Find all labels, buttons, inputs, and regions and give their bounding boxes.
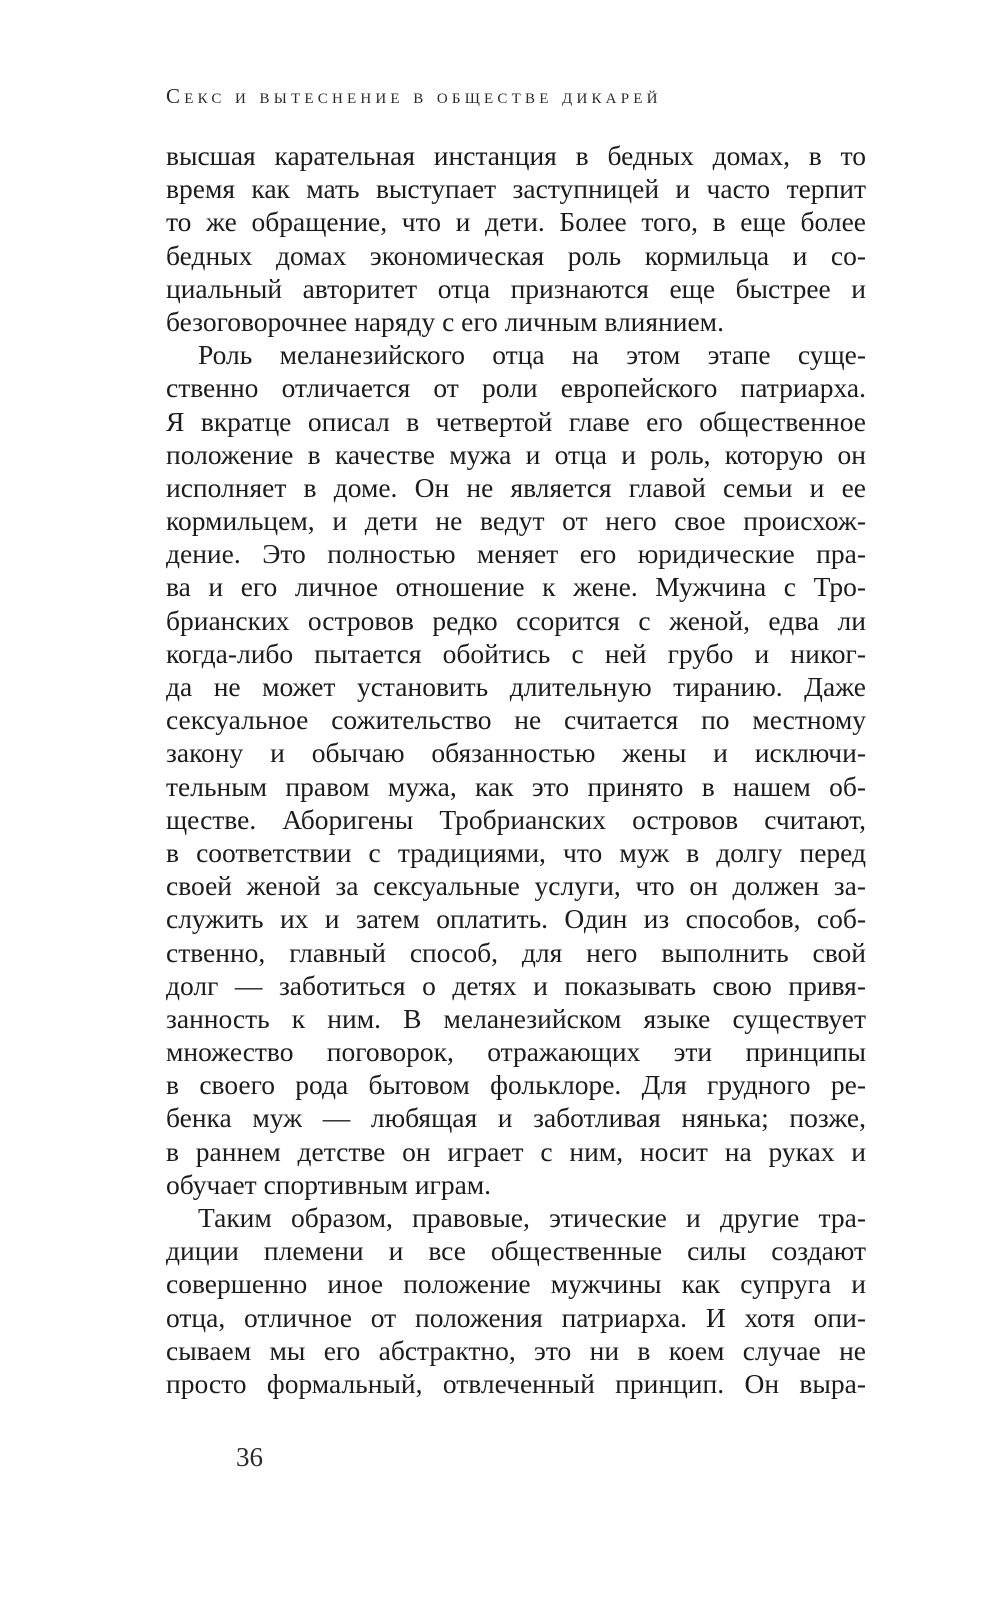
page-number: 36 [236,1442,263,1472]
text-line: исполняет в доме. Он не является главой семьи и ее [166,471,866,503]
text-line: бенка муж — любящая и заботливая нянька; позже, [166,1102,866,1134]
text-line: когда-либо пытается обойтись с ней грубо и никог- [166,637,866,669]
text-line: обучает спортивным играм. [166,1168,492,1200]
text-line: тельным правом мужа, как это принято в нашем об- [166,770,866,802]
text-line: занность к ним. В меланезийском языке существует [166,1002,866,1034]
text-line: ва и его личное отношение к жене. Мужчина с Тро- [166,571,866,603]
text-line: просто формальный, отвлеченный принцип. Он выра- [166,1367,866,1399]
text-line: кормильцем, и дети не ведут от него свое происхож- [166,505,866,537]
text-line: Таким образом, правовые, этические и другие тра- [198,1202,866,1233]
text-line: отца, отличное от положения патриарха. И хотя опи- [166,1301,866,1333]
text-line: Я вкратце описал в четвертой главе его общественное [166,405,866,437]
text-line: время как мать выступает заступницей и часто терпит [166,173,866,205]
text-line: бедных домах экономическая роль кормильца и со- [166,239,866,271]
text-line: ственно отличается от роли европейского патриарха. [166,372,866,404]
text-line: служить их и затем оплатить. Один из способов, соб- [166,903,866,935]
text-line: брианских островов редко ссорится с женой, едва ли [166,604,866,636]
text-line: ственно, главный способ, для него выполнить свой [166,936,866,968]
text-line: долг — заботиться о детях и показывать свою привя- [166,969,866,1001]
text-line: ществе. Аборигены Тробрианских островов считают, [166,803,866,835]
text-line: высшая карательная инстанция в бедных домах, в то [166,140,866,171]
text-line: множество поговорок, отражающих эти принципы [166,1036,866,1068]
text-line: в своего рода бытовом фольклоре. Для грудного ре- [166,1069,866,1101]
text-line: да не может установить длительную тиранию. Даже [166,671,866,702]
text-line: сексуальное сожительство не считается по местному [166,704,866,736]
body-text [166,139,866,1400]
text-line: дение. Это полностью меняет его юридические пра- [166,538,866,570]
text-line: циальный авторитет отца признаются еще быстрее и [166,272,866,304]
running-head: Секс и вытеснение в обществе дикарей [166,84,662,108]
text-line: безоговорочнее наряду с его личным влиянием. [166,305,724,337]
text-line: закону и обычаю обязанностью жены и исключи- [166,737,866,769]
text-line: в раннем детстве он играет с ним, носит на руках и [166,1135,866,1167]
text-line: положение в качестве мужа и отца и роль, которую он [166,438,866,470]
text-line: Роль меланезийского отца на этом этапе суще- [198,339,866,371]
text-line: своей женой за сексуальные услуги, что он должен за- [166,870,866,902]
text-line: совершенно иное положение мужчины как супруга и [166,1268,866,1300]
text-line: то же обращение, что и дети. Более того, в еще более [166,206,866,238]
text-line: в соответствии с традициями, что муж в долгу перед [166,836,866,868]
text-line: диции племени и все общественные силы создают [166,1235,866,1267]
text-line: сываем мы его абстрактно, это ни в коем случае не [166,1334,866,1366]
